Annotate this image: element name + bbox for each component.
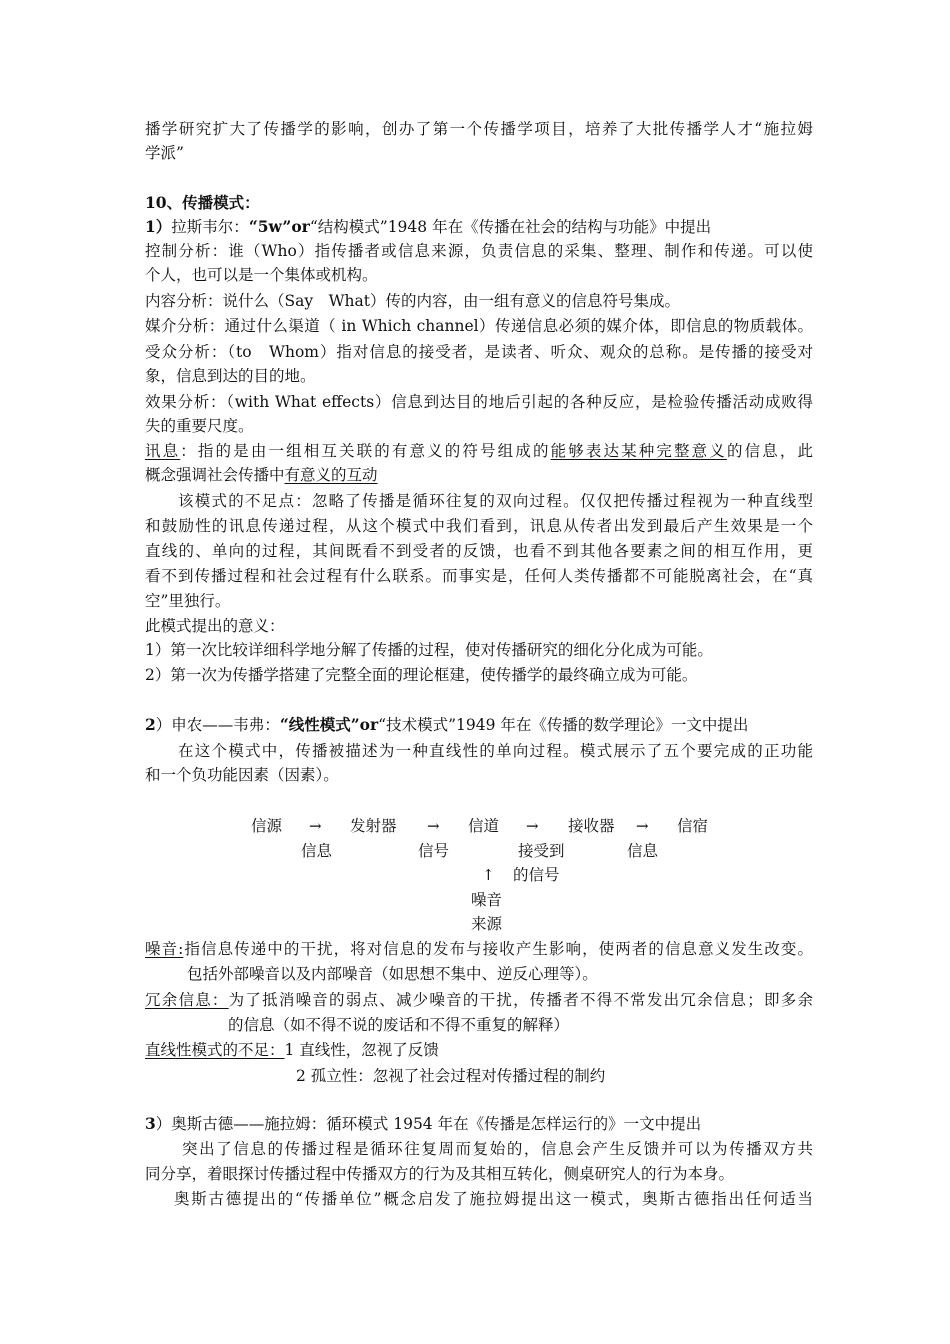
arrow-right-icon: → bbox=[526, 817, 539, 835]
significance-1: 1）第一次比较详细科学地分解了传播的过程，使对传播研究的细化分化成为可能。 bbox=[145, 641, 713, 659]
lasswell-title-pre: 拉斯韦尔： bbox=[171, 218, 249, 236]
significance-heading: 此模式提出的意义： bbox=[145, 617, 285, 635]
audience-analysis-2: 象，信息到达的目的地。 bbox=[145, 367, 316, 385]
section-heading-text: 10、传播模式： bbox=[145, 193, 260, 212]
osgood-title-text: ）奥斯古德——施拉姆：循环模式 1954 年在《传播是怎样运行的》一文中提出 bbox=[155, 1115, 702, 1133]
noise-definition bbox=[145, 938, 813, 960]
arrow-up-icon: ↑ bbox=[482, 866, 495, 884]
osgood-desc-1: 突出了信息的传播过程是循环往复周而复始的，信息会产生反馈并可以为传播双方共 bbox=[182, 1140, 813, 1158]
diagram-label-received: 接受到 bbox=[518, 842, 565, 860]
osgood-desc-2: 同分享，着眼探讨传播过程中传播双方的行为及其相互转化，侧桌研究人的行为本身。 bbox=[145, 1165, 735, 1183]
diagram-noise-source: 来源 bbox=[471, 915, 503, 933]
diagram-destination: 信宿 bbox=[677, 817, 709, 835]
diagram-label-message: 信息 bbox=[301, 842, 333, 860]
control-analysis-2: 个人，也可以是一个集体或机构。 bbox=[145, 266, 378, 284]
noise-def: 指信息传递中的干扰，将对信息的发布与接收产生影响，使两者的信息意义发生改变。 bbox=[183, 940, 813, 958]
message-def-underlined: 能够表达某种完整意义 bbox=[550, 442, 727, 460]
redundancy-definition bbox=[145, 989, 813, 1011]
arrow-right-icon: → bbox=[427, 817, 440, 835]
lasswell-title-rest: “结构模式”1948 年在《传播在社会的结构与功能》中提出 bbox=[309, 218, 712, 236]
shannon-desc-1: 在这个模式中，传播被描述为一种直线性的单向过程。模式展示了五个要完成的正功能 bbox=[178, 742, 813, 760]
weakness-3: 直线的、单向的过程，其间既看不到受者的反馈，也看不到其他各要素之间的相互作用，更 bbox=[145, 542, 813, 560]
redundancy-term: 冗余信息： bbox=[145, 991, 229, 1009]
linear-weakness-term: 直线性模式的不足： bbox=[145, 1041, 285, 1059]
media-analysis: 媒介分析：通过什么渠道（ in Which channel）传递信息必须的媒介体，即信息的物质载体。 bbox=[145, 317, 813, 335]
significance-2: 2）第一次为传播学搭建了完整全面的理论框建，使传播学的最终确立成为可能。 bbox=[145, 666, 698, 684]
effect-analysis-1: 效果分析：（with What effects）信息到达目的地后引起的各种反应，是检验传播活动成败得 bbox=[145, 393, 813, 411]
osgood-num: 3 bbox=[145, 1114, 156, 1133]
noise-definition-2: 包括外部噪音以及内部噪音（如思想不集中、逆反心理等）。 bbox=[187, 965, 598, 983]
audience-analysis-1: 受众分析：（to Whom）指对信息的接受者，是读者、听众、观众的总称。是传播的接受对 bbox=[145, 343, 813, 361]
intro-line-2: 学派” bbox=[145, 144, 184, 162]
message-def-b: 的信息，此 bbox=[726, 442, 813, 460]
shannon-num: 2 bbox=[145, 715, 156, 734]
redundancy-definition-2: 的信息（如不得不说的废话和不得不重复的解释） bbox=[228, 1016, 570, 1034]
shannon-title-a: ）申农——韦弗： bbox=[155, 716, 280, 734]
weakness-4: 看不到传播过程和社会过程有什么联系。而事实是，任何人类传播都不可能脱离社会，在“真 bbox=[145, 567, 813, 585]
control-analysis-1: 控制分析：谁（Who）指传播者或信息来源，负责信息的采集、整理、制作和传递。可以使 bbox=[145, 242, 813, 260]
noise-term: 噪音: bbox=[145, 940, 184, 958]
linear-weakness-1 bbox=[145, 1039, 813, 1061]
shannon-title-c: “技术模式”1949 年在《传播的数学理论》一文中提出 bbox=[378, 716, 749, 734]
content-analysis: 内容分析：说什么（Say What）传的内容，由一组有意义的信息符号集成。 bbox=[145, 292, 681, 310]
diagram-channel: 信道 bbox=[468, 817, 500, 835]
diagram-source: 信源 bbox=[251, 817, 283, 835]
shannon-desc-2: 和一个负功能因素（因素）。 bbox=[145, 766, 339, 784]
message-def-a: ：指的是由一组相互关联的有意义的符号组成的 bbox=[180, 442, 551, 460]
osgood-desc-3: 奥斯古德提出的“传播单位”概念启发了施拉姆提出这一模式，奥斯古德指出任何适当 bbox=[174, 1190, 813, 1208]
message-def2-underlined: 有意义的互动 bbox=[284, 466, 378, 484]
lasswell-num: 1） bbox=[145, 217, 172, 236]
diagram-receiver: 接收器 bbox=[568, 817, 615, 835]
diagram-noise: 噪音 bbox=[471, 891, 503, 909]
diagram-label-signal: 信号 bbox=[418, 842, 450, 860]
weakness-2: 和鼓励性的讯息传递过程，从这个模式中我们看到，讯息从传者出发到最后产生效果是一个 bbox=[145, 517, 813, 535]
linear-weakness-2: 2 孤立性：忽视了社会过程对传播过程的制约 bbox=[296, 1067, 606, 1085]
lasswell-title-5w: “5w”or bbox=[248, 217, 310, 236]
weakness-5: 空”里独行。 bbox=[145, 592, 231, 610]
effect-analysis-2: 失的重要尺度。 bbox=[145, 417, 254, 435]
diagram-label-message-2: 信息 bbox=[627, 842, 659, 860]
diagram-transmitter: 发射器 bbox=[350, 817, 397, 835]
arrow-right-icon: → bbox=[636, 817, 649, 835]
arrow-right-icon: → bbox=[309, 817, 322, 835]
message-term: 讯息 bbox=[145, 442, 181, 460]
message-def2-a: 概念强调社会传播中 bbox=[145, 466, 285, 484]
osgood-title bbox=[145, 1113, 813, 1135]
linear-weakness-point-1: 1 直线性，忽视了反馈 bbox=[284, 1041, 439, 1059]
redundancy-def: 为了抵消噪音的弱点、减少噪音的干扰，传播者不得不常发出冗余信息；即多余 bbox=[228, 991, 813, 1009]
intro-line-1: 播学研究扩大了传播学的影响，创办了第一个传播学项目，培养了大批传播学人才“施拉姆 bbox=[145, 120, 813, 138]
weakness-1: 该模式的不足点：忽略了传播是循环往复的双向过程。仅仅把传播过程视为一种直线型 bbox=[178, 492, 813, 510]
diagram-label-received-signal: 的信号 bbox=[513, 866, 560, 884]
shannon-title-b: “线性模式”or bbox=[279, 715, 379, 734]
